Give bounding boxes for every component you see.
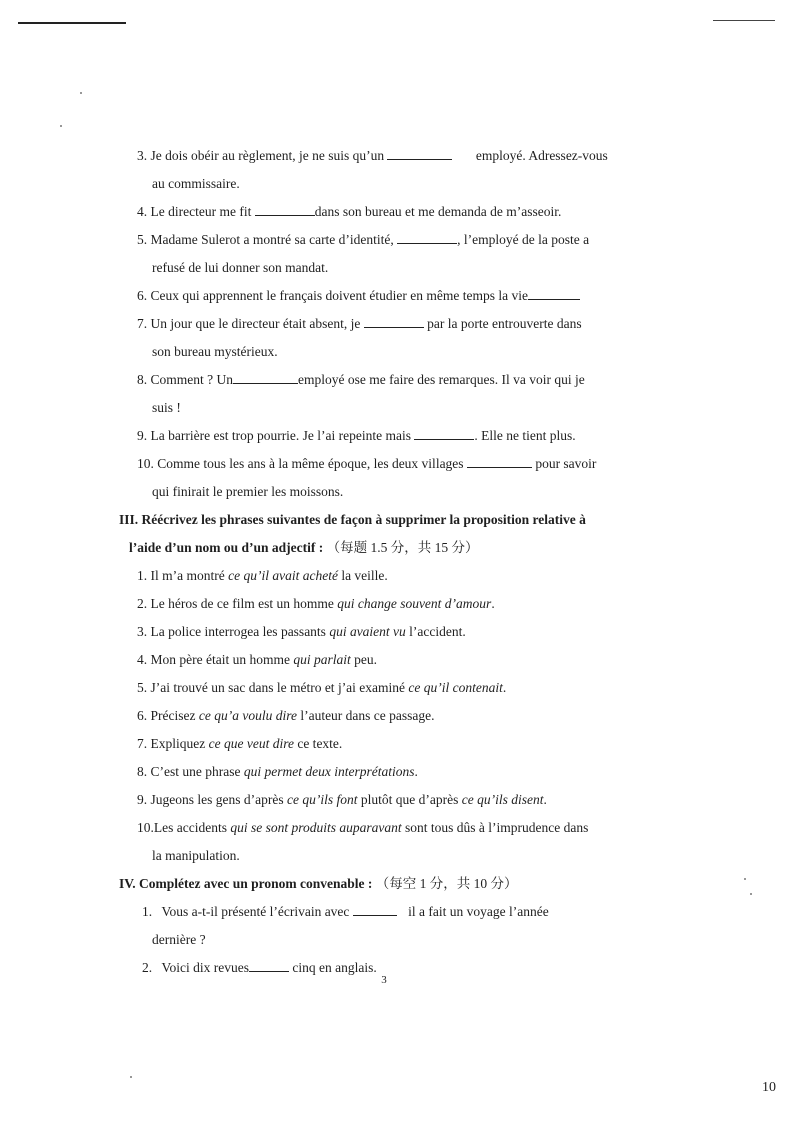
exercise-line: 9. La barrière est trop pourrie. Je l’ai repeinte mais . Elle ne tient plus. [137, 422, 634, 450]
rewrite-item: 5. J’ai trouvé un sac dans le métro et j’ai examiné ce qu’il contenait. [137, 680, 507, 695]
answer-blank[interactable] [528, 285, 580, 300]
answer-blank[interactable] [414, 425, 474, 440]
answer-blank[interactable] [397, 229, 457, 244]
scan-speck [130, 1076, 132, 1078]
section-3-subtitle: l’aide d’un nom ou d’un adjectif : （每题 1.5 分，共 15 分） [129, 540, 479, 555]
exercise-line-continued: au commissaire. [152, 176, 240, 191]
page-number: 3 [381, 974, 387, 986]
answer-blank[interactable] [233, 369, 298, 384]
top-right-rule [713, 20, 775, 21]
exercise-line: 5. Madame Sulerot a montré sa carte d’identité, , l’employé de la poste a [137, 226, 634, 254]
answer-blank[interactable] [353, 901, 397, 916]
answer-blank[interactable] [249, 957, 289, 972]
answer-blank[interactable] [255, 201, 315, 216]
scan-speck [750, 893, 752, 895]
exercise-line: 7. Un jour que le directeur était absent, je par la porte entrouverte dans [137, 310, 634, 338]
pronoun-item: 1. Vous a-t-il présenté l’écrivain avec il a fait un voyage l’année [137, 898, 634, 926]
section-4-title: IV. Complétez avec un pronom convenable : （每空 1 分，共 10 分） [119, 876, 518, 891]
exercise-line-continued: son bureau mystérieux. [152, 344, 278, 359]
exercise-line-continued: refusé de lui donner son mandat. [152, 260, 329, 275]
exercise-line: 4. Le directeur me fit dans son bureau et me demanda de m’asseoir. [137, 198, 634, 226]
rewrite-item-continued: la manipulation. [152, 848, 240, 863]
exercise-line-continued: suis ! [152, 400, 181, 415]
answer-blank[interactable] [467, 453, 532, 468]
scan-speck [60, 125, 62, 127]
rewrite-item: 10.Les accidents qui se sont produits auparavant sont tous dûs à l’imprudence dans [137, 820, 589, 835]
pronoun-item-continued: dernière ? [152, 932, 206, 947]
exam-page-content [119, 142, 634, 982]
section-3-title: III. Réécrivez les phrases suivantes de façon à supprimer la proposition relative à [119, 512, 586, 527]
answer-blank[interactable] [387, 145, 452, 160]
rewrite-item: 8. C’est une phrase qui permet deux interprétations. [137, 764, 418, 779]
rewrite-item: 9. Jugeons les gens d’après ce qu’ils font plutôt que d’après ce qu’ils disent. [137, 792, 547, 807]
rewrite-item: 2. Le héros de ce film est un homme qui change souvent d’amour. [137, 596, 495, 611]
pronoun-item: 2. Voici dix revues cinq en anglais. [137, 954, 634, 982]
exercise-line: 8. Comment ? Un employé ose me faire des remarques. Il va voir qui je [137, 366, 634, 394]
rewrite-item: 4. Mon père était un homme qui parlait peu. [137, 652, 377, 667]
exercise-line: 3. Je dois obéir au règlement, je ne suis qu’un employé. Adressez-vous [137, 142, 634, 170]
exercise-line: 6. Ceux qui apprennent le français doivent étudier en même temps la vie [137, 282, 634, 310]
sheet-number: 10 [762, 1080, 776, 1095]
exercise-line: 10. Comme tous les ans à la même époque, les deux villages pour savoir [137, 450, 634, 478]
exercise-line-continued: qui finirait le premier les moissons. [152, 484, 344, 499]
scan-speck [80, 92, 82, 94]
top-left-rule [18, 22, 126, 24]
rewrite-item: 7. Expliquez ce que veut dire ce texte. [137, 736, 343, 751]
rewrite-item: 6. Précisez ce qu’a voulu dire l’auteur dans ce passage. [137, 708, 435, 723]
scan-speck [744, 878, 746, 880]
rewrite-item: 3. La police interrogea les passants qui avaient vu l’accident. [137, 624, 466, 639]
rewrite-item: 1. Il m’a montré ce qu’il avait acheté la veille. [137, 568, 388, 583]
answer-blank[interactable] [364, 313, 424, 328]
